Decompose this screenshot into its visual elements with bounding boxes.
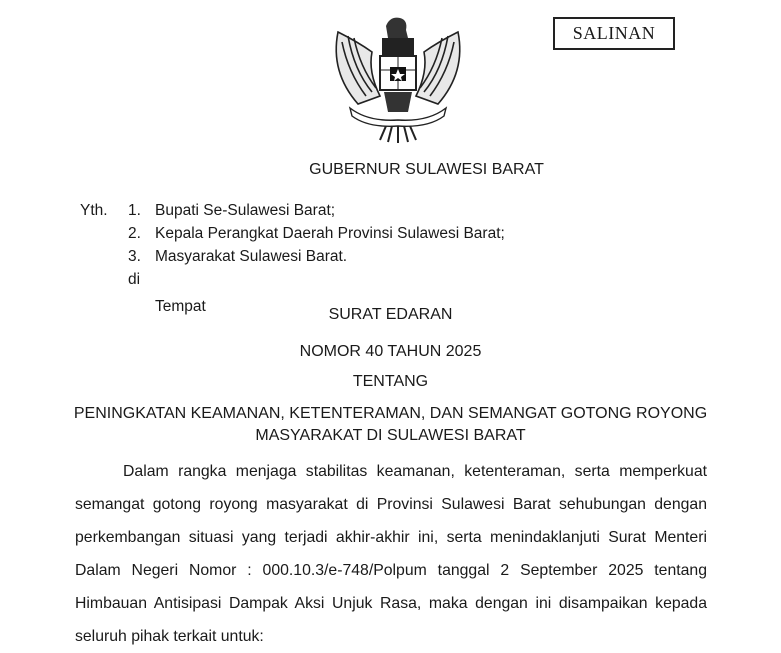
doc-about: TENTANG: [352, 373, 429, 390]
addressee-row: [80, 245, 505, 268]
addressee-text: Masyarakat Sulawesi Barat.: [155, 248, 348, 265]
addressee-row: [80, 199, 505, 222]
addressee-prefix: Yth.: [80, 202, 108, 219]
doc-number: NOMOR 40 TAHUN 2025: [299, 343, 482, 360]
addressee-num: 2.: [128, 225, 141, 242]
addressee-num: 1.: [128, 202, 141, 219]
addressee-text: Kepala Perangkat Daerah Provinsi Sulawesi Barat;: [155, 225, 505, 242]
addressee-row: [80, 222, 505, 245]
addressee-text: Bupati Se-Sulawesi Barat;: [155, 202, 336, 219]
addressee-block: [80, 199, 505, 318]
garuda-emblem-icon: [328, 12, 468, 144]
addressee-num: 3.: [128, 248, 141, 265]
salinan-stamp: SALINAN: [553, 17, 675, 50]
sender-title: GUBERNUR SULAWESI BARAT: [309, 161, 544, 178]
body-paragraph: Dalam rangka menjaga stabilitas keamanan, ketenteraman, serta memperkuat semangat gotong royong masyarakat di Provinsi Sulawesi Barat sehubungan dengan perkembangan situasi yang terjadi akhir-akhir ini, serta menindaklanjuti Surat Menteri Dalam Negeri Nomor : 000.10.3/e-748/Polpum tanggal 2 September 2025 tentang Himbauan Antisipasi Dampak Aksi Unjuk Rasa, maka dengan ini disampaikan kepada seluruh pihak terkait untuk:: [75, 463, 707, 645]
addressee-di-row: [80, 268, 505, 291]
doc-type: SURAT EDARAN: [328, 306, 453, 323]
addressee-tempat: Tempat: [155, 298, 206, 315]
addressee-di: di: [128, 271, 141, 288]
doc-subject-line2: MASYARAKAT DI SULAWESI BARAT: [255, 427, 526, 444]
doc-subject-line1: PENINGKATAN KEAMANAN, KETENTERAMAN, DAN SEMANGAT GOTONG ROYONG: [73, 405, 708, 422]
